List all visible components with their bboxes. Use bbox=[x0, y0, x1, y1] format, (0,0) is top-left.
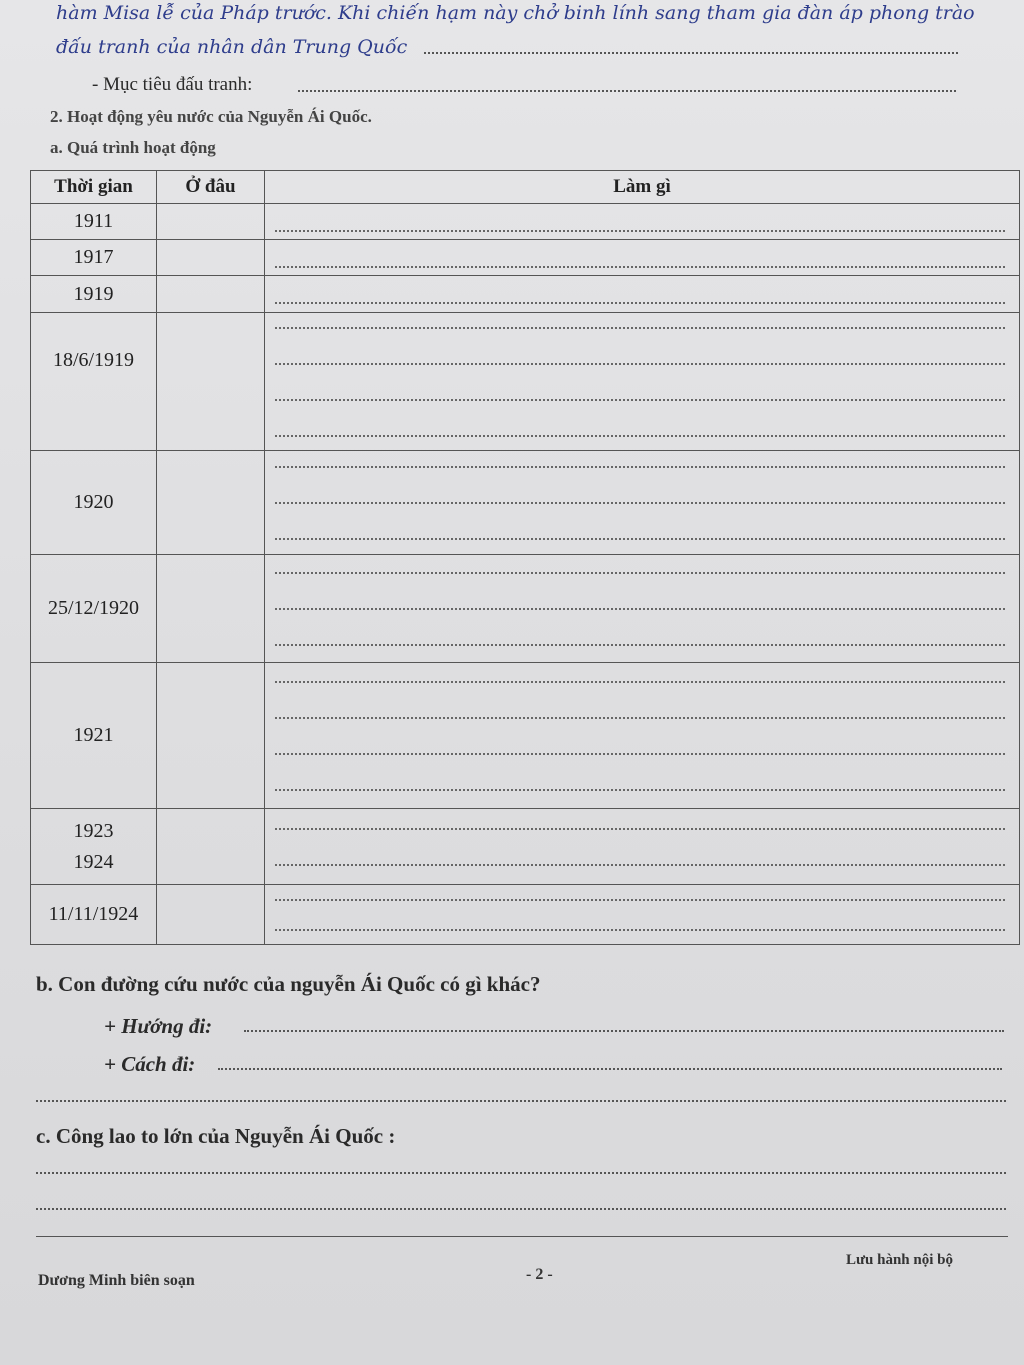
where-cell[interactable] bbox=[157, 809, 265, 885]
what-cell[interactable] bbox=[265, 276, 1020, 313]
what-cell[interactable] bbox=[265, 313, 1020, 451]
cach-di-label: + Cách đi: bbox=[104, 1052, 196, 1076]
rule-line bbox=[36, 1236, 1008, 1237]
time-cell: 18/6/1919 bbox=[31, 313, 157, 451]
where-cell[interactable] bbox=[157, 276, 265, 313]
where-cell[interactable] bbox=[157, 663, 265, 809]
activity-table bbox=[30, 170, 1020, 945]
table-row bbox=[31, 204, 1020, 240]
what-cell[interactable] bbox=[265, 809, 1020, 885]
where-cell[interactable] bbox=[157, 313, 265, 451]
huong-di-label: + Hướng đi: bbox=[104, 1014, 213, 1038]
time-cell: 1917 bbox=[31, 240, 157, 276]
table-row bbox=[31, 240, 1020, 276]
table-row bbox=[31, 885, 1020, 945]
handwritten-answer-line-2: đấu tranh của nhân dân Trung Quốc bbox=[56, 36, 408, 58]
what-cell[interactable] bbox=[265, 663, 1020, 809]
what-cell[interactable] bbox=[265, 451, 1020, 555]
header-time: Thời gian bbox=[31, 171, 157, 204]
what-cell[interactable] bbox=[265, 240, 1020, 276]
table-row bbox=[31, 555, 1020, 663]
table-row bbox=[31, 663, 1020, 809]
what-cell[interactable] bbox=[265, 555, 1020, 663]
dotted-line[interactable] bbox=[36, 1208, 1006, 1210]
time-cell bbox=[31, 809, 157, 885]
where-cell[interactable] bbox=[157, 240, 265, 276]
where-cell[interactable] bbox=[157, 451, 265, 555]
dotted-line[interactable] bbox=[244, 1030, 1004, 1032]
dotted-line bbox=[298, 90, 956, 92]
time-value: 1923 bbox=[73, 819, 114, 842]
dotted-line[interactable] bbox=[218, 1068, 1002, 1070]
time-cell: 1921 bbox=[31, 663, 157, 809]
dotted-line[interactable] bbox=[36, 1100, 1006, 1102]
section-b-title: b. Con đường cứu nước của nguyễn Ái Quốc có gì khác? bbox=[36, 972, 541, 996]
section-a-title: a. Quá trình hoạt động bbox=[50, 138, 216, 157]
goal-label: - Mục tiêu đấu tranh: bbox=[92, 74, 253, 95]
time-cell: 1920 bbox=[31, 451, 157, 555]
where-cell[interactable] bbox=[157, 885, 265, 945]
table-row bbox=[31, 313, 1020, 451]
time-cell: 1919 bbox=[31, 276, 157, 313]
time-cell: 1911 bbox=[31, 204, 157, 240]
section-c-title: c. Công lao to lớn của Nguyễn Ái Quốc : bbox=[36, 1124, 396, 1148]
footer-author: Dương Minh biên soạn bbox=[38, 1272, 195, 1289]
header-what: Làm gì bbox=[265, 171, 1020, 204]
time-value: 1924 bbox=[73, 850, 114, 873]
where-cell[interactable] bbox=[157, 555, 265, 663]
dotted-line[interactable] bbox=[36, 1172, 1006, 1174]
dotted-line bbox=[424, 52, 958, 54]
table-row bbox=[31, 276, 1020, 313]
table-row bbox=[31, 451, 1020, 555]
where-cell[interactable] bbox=[157, 204, 265, 240]
header-where: Ở đâu bbox=[157, 171, 265, 204]
table-header-row bbox=[31, 171, 1020, 204]
footer-note: Lưu hành nội bộ bbox=[846, 1252, 953, 1268]
table-row bbox=[31, 809, 1020, 885]
footer-page-number: - 2 - bbox=[526, 1266, 553, 1283]
handwritten-answer-line-1: hàm Misa lễ của Pháp trước. Khi chiến hạm này chở binh lính sang tham gia đàn áp phong trào bbox=[56, 2, 975, 24]
what-cell[interactable] bbox=[265, 204, 1020, 240]
time-cell: 11/11/1924 bbox=[31, 885, 157, 945]
section-2-title: 2. Hoạt động yêu nước của Nguyễn Ái Quốc. bbox=[50, 107, 372, 126]
time-cell: 25/12/1920 bbox=[31, 555, 157, 663]
what-cell[interactable] bbox=[265, 885, 1020, 945]
